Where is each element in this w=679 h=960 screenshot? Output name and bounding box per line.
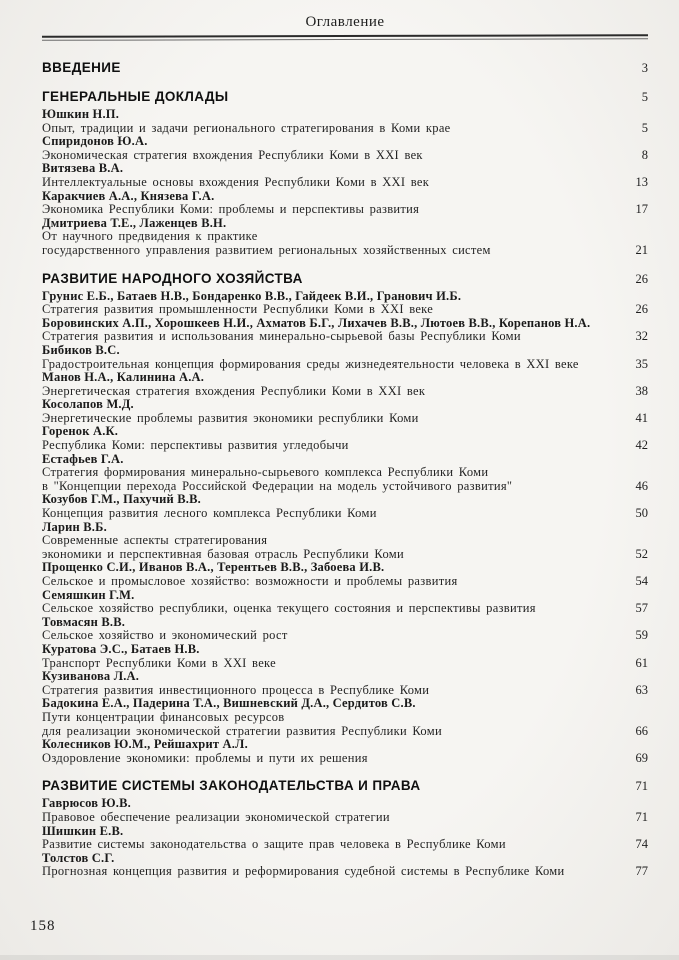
toc-entry: [42, 425, 648, 452]
section-heading-row: [42, 90, 648, 105]
section-entries: [42, 108, 648, 258]
entry-page-number: 46: [635, 478, 648, 493]
entry-title-line: [42, 575, 648, 589]
entry-title-lines: [42, 629, 648, 643]
entry-title-text: Энергетические проблемы развития экономики республики Коми: [42, 410, 419, 425]
section-title: ГЕНЕРАЛЬНЫЕ ДОКЛАДЫ: [42, 89, 229, 104]
section-page-number: 71: [635, 779, 648, 794]
section-heading-row: [42, 779, 648, 794]
entry-title-lines: [42, 203, 648, 217]
section-entries: [42, 290, 648, 766]
entry-title-lines: [42, 602, 648, 616]
entry-title-text: Интеллектуальные основы вхождения Республики Коми в XXI век: [42, 174, 430, 189]
entry-title-line: [42, 711, 648, 725]
entry-page-number: 21: [635, 242, 648, 257]
toc-entry: [42, 162, 648, 189]
entry-authors: Прощенко С.И., Иванов В.А., Терентьев В.В., Забоева И.В.: [42, 560, 385, 575]
entry-title-line: [42, 244, 648, 258]
entry-authors: Ларин В.Б.: [42, 519, 107, 534]
entry-title-line: [42, 412, 648, 426]
entry-title-line: [42, 725, 648, 739]
entry-title-text: Сельское хозяйство и экономический рост: [42, 628, 288, 643]
entry-page-number: 17: [635, 202, 648, 217]
entry-title-text: Стратегия формирования минерально-сырьевого комплекса Республики Коми: [42, 465, 489, 480]
toc-entry: [42, 852, 648, 879]
entry-title-lines: [42, 439, 648, 453]
entry-title-text: Правовое обеспечение реализации экономической стратегии: [42, 809, 390, 824]
entry-page-number: 32: [635, 329, 648, 344]
entry-title-text: Стратегия развития промышленности Республики Коми в XXI веке: [42, 302, 434, 317]
toc-entry: [42, 493, 648, 520]
toc-entry: [42, 344, 648, 371]
entry-title-lines: [42, 534, 648, 561]
entry-title-text: Транспорт Республики Коми в XXI веке: [42, 655, 276, 670]
entry-authors: Боровинских А.П., Хорошкеев Н.И., Ахматов Б.Г., Лихачев В.В., Лютоев В.В., Корепанов Н.А.: [42, 315, 591, 330]
entry-page-number: 38: [635, 383, 648, 398]
folio-page-number: 158: [30, 918, 56, 934]
toc-section: [42, 779, 648, 879]
entry-title-line: [42, 149, 648, 163]
entry-title-line: [42, 230, 648, 244]
entry-title-text: Стратегия развития и использования минерально-сырьевой базы Республики Коми: [42, 329, 521, 344]
entry-title-lines: [42, 330, 648, 344]
entry-title-line: [42, 865, 648, 879]
entry-authors: Толстов С.Г.: [42, 850, 115, 865]
entry-page-number: 57: [635, 601, 648, 616]
section-title: ВВЕДЕНИЕ: [42, 60, 121, 75]
entry-page-number: 42: [635, 438, 648, 453]
entry-authors: Каракчиев А.А., Князева Г.А.: [42, 188, 215, 203]
toc-entry: [42, 738, 648, 765]
entry-title-lines: [42, 507, 648, 521]
section-heading-row: [42, 272, 648, 287]
entry-title-lines: [42, 865, 648, 879]
entry-title-text: в "Концепции перехода Российской Федерации на модель устойчивого развития": [42, 478, 513, 493]
entry-title-lines: [42, 358, 648, 372]
entry-title-line: [42, 480, 648, 494]
entry-title-text: Энергетическая стратегия вхождения Республики Коми в XXI век: [42, 383, 426, 398]
entry-page-number: 26: [635, 302, 648, 317]
entry-title-text: Сельское хозяйство республики, оценка текущего состояния и перспективы развития: [42, 601, 536, 616]
entry-title-line: [42, 358, 648, 372]
entry-authors: Дмитриева Т.Е., Лаженцев В.Н.: [42, 215, 227, 230]
entry-title-line: [42, 838, 648, 852]
toc-list: [42, 61, 648, 879]
toc-section: [42, 90, 648, 258]
toc-entry: [42, 398, 648, 425]
entry-title-line: [42, 811, 648, 825]
entry-title-lines: [42, 575, 648, 589]
entry-title-lines: [42, 303, 648, 317]
entry-title-text: Градостроительная концепция формирования среды жизнедеятельности человека в XXI веке: [42, 356, 579, 371]
entry-authors: Куратова Э.С., Батаев Н.В.: [42, 641, 200, 656]
entry-title-text: От научного предвидения к практике: [42, 229, 258, 244]
entry-title-text: Пути концентрации финансовых ресурсов: [42, 709, 285, 724]
toc-entry: [42, 371, 648, 398]
entry-title-text: Концепция развития лесного комплекса Республики Коми: [42, 506, 377, 521]
toc-entry: [42, 670, 648, 697]
entry-title-line: [42, 534, 648, 548]
entry-authors: Бибиков В.С.: [42, 342, 120, 357]
entry-page-number: 61: [635, 655, 648, 670]
toc-entry: [42, 697, 648, 738]
entry-page-number: 74: [635, 837, 648, 852]
entry-title-text: государственного управления развитием региональных хозяйственных систем: [42, 242, 491, 257]
toc-entry: [42, 135, 648, 162]
entry-authors: Кузиванова Л.А.: [42, 669, 140, 684]
section-heading-row: [42, 61, 648, 76]
entry-title-line: [42, 629, 648, 643]
entry-title-line: [42, 439, 648, 453]
section-entries: [42, 797, 648, 879]
entry-title-line: [42, 548, 648, 562]
entry-title-line: [42, 752, 648, 766]
toc-entry: [42, 217, 648, 258]
entry-title-text: Прогнозная концепция развития и реформирования судебной системы в Республике Коми: [42, 864, 565, 879]
page-header-title: Оглавление: [305, 14, 385, 30]
entry-title-lines: [42, 711, 648, 738]
header-rule: [42, 34, 648, 41]
entry-title-line: [42, 122, 648, 136]
toc-entry: [42, 521, 648, 562]
entry-authors: Косолапов М.Д.: [42, 397, 134, 412]
entry-title-line: [42, 330, 648, 344]
entry-title-lines: [42, 149, 648, 163]
section-title: РАЗВИТИЕ СИСТЕМЫ ЗАКОНОДАТЕЛЬСТВА И ПРАВА: [42, 778, 421, 794]
entry-title-text: Оздоровление экономики: проблемы и пути их решения: [42, 750, 368, 765]
entry-page-number: 69: [635, 750, 648, 765]
entry-title-line: [42, 657, 648, 671]
entry-page-number: 54: [635, 574, 648, 588]
entry-page-number: 59: [635, 628, 648, 643]
entry-title-line: [42, 176, 648, 190]
entry-title-text: Экономическая стратегия вхождения Республики Коми в XXI век: [42, 147, 423, 162]
entry-title-lines: [42, 811, 648, 825]
entry-authors: Горенок А.К.: [42, 424, 119, 439]
entry-page-number: 35: [635, 356, 648, 371]
entry-title-line: [42, 684, 648, 698]
entry-authors: Естафьев Г.А.: [42, 451, 124, 466]
entry-page-number: 8: [641, 147, 648, 162]
entry-page-number: 63: [635, 682, 648, 697]
entry-title-text: Экономика Республики Коми: проблемы и перспективы развития: [42, 202, 420, 217]
entry-title-lines: [42, 122, 648, 136]
entry-title-text: Стратегия развития инвестиционного процесса в Республике Коми: [42, 682, 430, 697]
page-bottom-edge: [0, 955, 679, 960]
entry-title-text: Сельское и промысловое хозяйство: возможности и проблемы развития: [42, 574, 458, 588]
toc-entry: [42, 190, 648, 217]
toc-entry: [42, 589, 648, 616]
entry-page-number: 5: [641, 120, 648, 135]
entry-title-text: Развитие системы законодательства о защите прав человека в Республике Коми: [42, 837, 506, 852]
toc-entry: [42, 561, 648, 588]
entry-authors: Грунис Е.Б., Батаев Н.В., Бондаренко В.В., Гайдеек В.И., Гранович И.Б.: [42, 288, 462, 303]
entry-title-lines: [42, 176, 648, 190]
section-page-number: 3: [641, 61, 648, 75]
entry-title-line: [42, 203, 648, 217]
entry-title-text: экономики и перспективная базовая отрасль Республики Коми: [42, 546, 404, 561]
toc-entry: [42, 453, 648, 494]
toc-section: [42, 61, 648, 76]
entry-authors: Гаврюсов Ю.В.: [42, 796, 131, 811]
toc-section: [42, 272, 648, 766]
toc-entry: [42, 643, 648, 670]
entry-title-text: Современные аспекты стратегирования: [42, 533, 268, 548]
entry-page-number: 13: [635, 174, 648, 189]
entry-title-lines: [42, 838, 648, 852]
entry-authors: Юшкин Н.П.: [42, 107, 120, 121]
section-page-number: 26: [635, 271, 648, 286]
entry-authors: Спиридонов Ю.А.: [42, 134, 148, 149]
entry-page-number: 77: [635, 864, 648, 879]
toc-entry: [42, 290, 648, 317]
entry-authors: Витязева В.А.: [42, 161, 124, 176]
entry-authors: Козубов Г.М., Пахучий В.В.: [42, 492, 201, 507]
toc-entry: [42, 317, 648, 344]
entry-title-line: [42, 466, 648, 480]
toc-entry: [42, 797, 648, 824]
entry-authors: Бадокина Е.А., Падерина Т.А., Вишневский Д.А., Сердитов С.В.: [42, 696, 416, 711]
entry-title-lines: [42, 385, 648, 399]
toc-entry: [42, 616, 648, 643]
section-page-number: 5: [641, 90, 648, 104]
entry-page-number: 50: [635, 506, 648, 521]
entry-page-number: 71: [635, 809, 648, 824]
entry-page-number: 66: [635, 723, 648, 738]
toc-entry: [42, 108, 648, 135]
toc-entry: [42, 825, 648, 852]
entry-authors: Колесников Ю.М., Рейшахрит А.Л.: [42, 737, 248, 752]
entry-title-lines: [42, 412, 648, 426]
entry-title-lines: [42, 466, 648, 493]
entry-page-number: 52: [635, 546, 648, 561]
section-title: РАЗВИТИЕ НАРОДНОГО ХОЗЯЙСТВА: [42, 270, 303, 286]
entry-title-text: Опыт, традиции и задачи регионального стратегирования в Коми крае: [42, 120, 451, 135]
entry-title-line: [42, 602, 648, 616]
entry-title-lines: [42, 684, 648, 698]
entry-authors: Товмасян В.В.: [42, 614, 126, 629]
entry-authors: Семяшкин Г.М.: [42, 587, 135, 602]
entry-authors: Шишкин Е.В.: [42, 823, 124, 838]
entry-title-line: [42, 303, 648, 317]
entry-title-lines: [42, 752, 648, 766]
entry-title-lines: [42, 657, 648, 671]
entry-authors: Манов Н.А., Калинина А.А.: [42, 370, 205, 385]
entry-page-number: 41: [635, 410, 648, 425]
entry-title-text: Республика Коми: перспективы развития угледобычи: [42, 438, 349, 453]
entry-title-line: [42, 507, 648, 521]
entry-title-line: [42, 385, 648, 399]
entry-title-lines: [42, 230, 648, 257]
entry-title-text: для реализации экономической стратегии развития Республики Коми: [42, 723, 442, 738]
